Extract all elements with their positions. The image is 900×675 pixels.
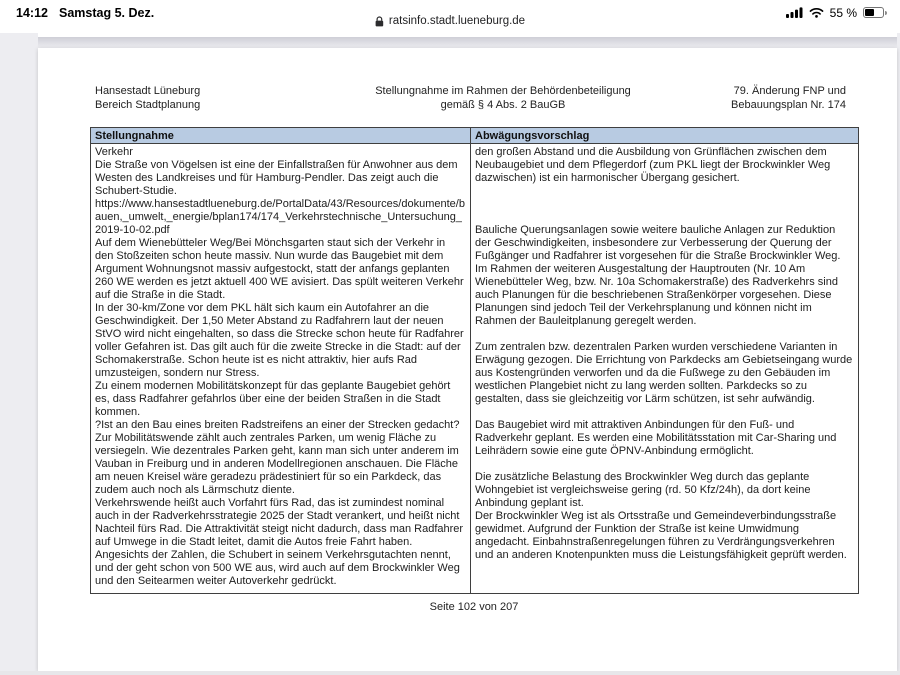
paragraph <box>475 198 854 211</box>
pdf-page[interactable] <box>38 48 897 671</box>
paragraph <box>475 406 854 419</box>
pdf-viewport[interactable] <box>0 33 900 675</box>
cell-abwaegungsvorschlag <box>471 144 859 594</box>
status-time-date <box>16 6 154 20</box>
plan-line: 79. Änderung FNP und <box>733 85 846 97</box>
column-header-stellungnahme: Stellungnahme <box>91 128 471 144</box>
paragraph: Die Straße von Vögelsen ist eine der Einfallstraßen für Anwohner aus dem Westen des Landkreises und für Hamburg-Pendler. Das zeigt auch die Schubert-Studie. <box>95 159 458 197</box>
battery-percent: 55 % <box>829 5 857 20</box>
paragraph: ?Ist an den Bau eines breiten Radstreifens an einer der Strecken gedacht? <box>95 419 460 431</box>
url-bar[interactable] <box>375 15 525 27</box>
paragraph <box>475 211 854 224</box>
statement-table <box>90 127 859 594</box>
cellular-signal-icon <box>786 7 803 18</box>
battery-fill <box>865 9 874 16</box>
paragraph: Verkehr <box>95 146 133 158</box>
paragraph: Angesichts der Zahlen, die Schubert in seinem Verkehrsgutachten nennt, und der geht schon von 500 WE aus, wird auch auf dem Brockwinkler Weg und den Seitearmen weiter Autoverkehr gedrückt. <box>95 549 460 587</box>
header-plan-reference <box>681 85 858 112</box>
table-body-row <box>91 144 859 594</box>
paragraph: Bauliche Querungsanlagen sowie weitere bauliche Anlagen zur Reduktion der Geschwindigkeiten, insbesondere zur Verbesserung der Querung der Fußgänger und Radfahrer ist vorgesehen für die Straße Brockwinkler Weg. Im Rahmen der weiteren Ausgestaltung der Hauptrouten (Nr. 10 Am Wienebütteler Weg, bzw. Nr. 10a Schomakerstraße) des Radverkehrs sind auch Planungen für die beschriebenen Straßenkörper vorgesehen. Diese Planungen sind jedoch Teil der Verkehrsplanung und können nicht im Rahmen der Bauleitplanung geregelt werden. <box>475 224 841 327</box>
paragraph: Auf dem Wienebütteler Weg/Bei Mönchsgarten staut sich der Verkehr in den Stoßzeiten schon heute massiv. Nun wurde das Baugebiet mit dem Argument Wohnungsnot massiv aufgestockt, statt der anfangs geplanten 260 WE werden es jetzt aktuell 400 WE avisiert. Das spült weiteren Verkehr auf die Straße in die Stadt. <box>95 237 464 301</box>
plan-line: Bebauungsplan Nr. 174 <box>731 98 846 111</box>
paragraph: Der Brockwinkler Weg ist als Ortsstraße und Gemeindeverbindungsstraße gewidmet. Aufgrund der Funktion der Straße ist keine Umwidmung angedacht. Einbahnstraßenregelungen führen zu Verdrängungsverkehren und an anderen Knotenpunkten muss die Leistungsfähigkeit geprüft werden. <box>475 510 847 561</box>
paragraph: In der 30-km/Zone vor dem PKL hält sich kaum ein Autofahrer an die Geschwindigkeit. Der 1,50 Meter Abstand zu Radfahrern laut der neuen StVO wird nicht eingehalten, so dass die Strecke schon heute für Radfahrer voller Gefahren ist. Das gilt auch für die zweite Strecke in die Stadt: auf der Schomakerstraße. Schon heute ist es nicht attraktiv, hier aufs Rad umzusteigen, sondern nur Stress. <box>95 302 464 379</box>
page-gap-shadow <box>38 37 897 48</box>
paragraph: Zu einem modernen Mobilitätskonzept für das geplante Baugebiet gehört es, dass Radfahrer gefahrlos über eine der beiden Straßen in die Stadt kommen. <box>95 380 451 418</box>
bottom-margin-strip <box>0 671 900 675</box>
paragraph <box>475 328 854 341</box>
document-content <box>90 127 858 613</box>
paragraph: Verkehrswende heißt auch Vorfahrt fürs Rad, das ist zumindest nominal auch in der Radverkehrsstrategie 2025 der Stadt verankert, und heißt nicht Nachteil fürs Rad. Die Attraktivität steigt nicht dadurch, dass man Radfahrer auf Umwege in die Stadt leitet, damit die Autos freie Fahrt haben. <box>95 497 464 548</box>
document-header <box>90 85 858 112</box>
org-line: Bereich Stadtplanung <box>95 98 201 111</box>
paragraph: Das Baugebiet wird mit attraktiven Anbindungen für den Fuß- und Radverkehr geplant. Es werden eine Mobilitätsstation mit Car-Sharing und Leihrädern sowie eine gute ÖPNV-Anbindung ermöglicht. <box>475 419 837 457</box>
url-domain: ratsinfo.stadt.lueneburg.de <box>388 15 526 27</box>
header-organisation <box>90 85 325 112</box>
paragraph <box>475 185 854 198</box>
header-title <box>325 85 681 112</box>
table-header-row <box>91 128 859 144</box>
status-date: Samstag 5. Dez. <box>58 6 155 20</box>
paragraph: Zur Mobilitätswende zählt auch zentrales Parken, um wenig Fläche zu versiegeln. Wie dezentrales Parken geht, kann man sich unter anderem im Vauban in Freiburg und in anderen Modellregionen anschauen. Die Fläche am neuen Kreisel wäre geradezu prädestiniert für so ein Parkdeck, das zudem auch noch als Lärmschutz diente. <box>95 432 459 496</box>
battery-nub <box>885 11 887 15</box>
page-number: Seite 102 von 207 <box>429 601 519 613</box>
clock-time: 14:12 <box>16 6 48 20</box>
cell-stellungnahme <box>91 144 471 594</box>
paragraph <box>475 458 854 471</box>
lock-icon <box>375 16 384 27</box>
paragraph: Zum zentralen bzw. dezentralen Parken wurden verschiedene Varianten in Erwägung gezogen. Die Errichtung von Parkdecks am Gebietseingang wurde aus Kostengründen verworfen und da die Fußwege zu den Gebäuden im westlichen Plangebiet nicht zu lang werden sollten. Parkdecks so zu gestalten, dass sie gleichzeitig vor Lärm schützen, ist sehr aufwändig. <box>475 341 853 405</box>
status-icons <box>786 6 887 19</box>
wifi-icon <box>809 7 824 18</box>
status-bar <box>0 0 900 33</box>
paragraph: Die zusätzliche Belastung des Brockwinkler Weg durch das geplante Wohngebiet ist vergleichsweise gering (rd. 50 Kfz/24h), da dort keine Anbindung geplant ist. <box>475 471 811 509</box>
title-line: Stellungnahme im Rahmen der Behördenbeteiligung <box>375 85 631 97</box>
org-line: Hansestadt Lüneburg <box>95 85 201 97</box>
title-line: gemäß § 4 Abs. 2 BauGB <box>440 98 566 111</box>
paragraph: https://www.hansestadtlueneburg.de/PortalData/43/Resources/dokumente/bauen,_umwelt,_energie/bplan174/174_Verkehrstechnische_Untersuchung_2019-10-02.pdf <box>95 198 465 236</box>
paragraph: den großen Abstand und die Ausbildung von Grünflächen zwischen dem Neubaugebiet und dem Pflegerdorf (zum PKL liegt der Brockwinkler Weg dazwischen) ist ein harmonischer Übergang gesichert. <box>475 146 831 184</box>
battery-icon <box>863 7 887 18</box>
column-header-abwaegungsvorschlag: Abwägungsvorschlag <box>471 128 859 144</box>
